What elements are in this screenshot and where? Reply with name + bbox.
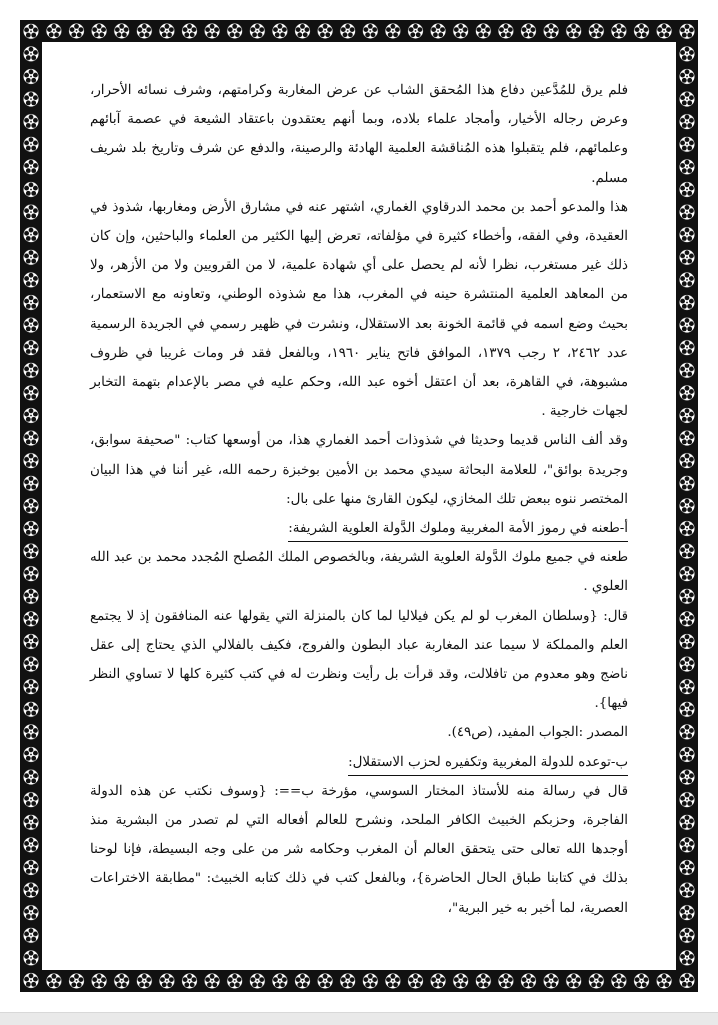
section-b-heading: ب-توعده للدولة المغربية وتكفيره لحزب الاستقلال: — [348, 751, 628, 776]
section-a-quote: قال: {وسلطان المغرب لو لم يكن فيلاليا لما كان بالمنزلة التي يقولها عنه المنافقون إذ لا يجتمع العلم والمملكة لا سيما عند المغاربة عباد البطون والفروج، فكيف بالفلالي الذي يحتاج إلى عقل ناضج وهو معدوم من تافلالت، وقد قرأت بل رأيت ونظرت له في كتب كثيرة كلها لا تساوي النظر فيها}. — [90, 608, 628, 712]
section-a-paragraph: طعنه في جميع ملوك الدَّولة العلوية الشريفة، وبالخصوص الملك المُصلح المُجدد محمد بن عبد الله العلوي . — [90, 550, 628, 595]
paragraph-intro: فلم يرق للمُدَّعين دفاع هذا المُحقق الشاب عن عرض المغاربة وكرامتهم، وشرف نسائه الأحرار، وعرض رجاله الأخيار، وأمجاد علماء بلاده، وبما أنهم يعتقدون باعتقاد الشيعة في عصمة آبائهم وعلمائهم، فلم يتقبلوا هذه المُناقشة العلمية الهادئة والرصينة، والدفع عن شرف وتاريخ بلد شريف مسلم. — [90, 83, 628, 186]
paragraph-refutations: وقد ألف الناس قديما وحديثا في شذوذات أحمد الغماري هذا، من أوسعها كتاب: "صحيفة سوابق، وجريدة بوائق"، للعلامة البحاثة سيدي محمد بن الأمين بوخبزة رحمه الله، غير أننا في هذا البيان المختصر ننوه ببعض تلك المخازي، ليكون القارئ منها على بال: — [90, 433, 628, 507]
paragraph-ghumari-bio: هذا والمدعو أحمد بن محمد الدرقاوي الغماري، اشتهر عنه في مشارق الأرض ومغاربها، شذوذ في العقيدة، وفي الفقه، وأخطاء كثيرة في مؤلفاته، تعرض إليها الكثير من العلماء والباحثين، وإن كان ذلك غير مستغرب، نظرا لأنه لم يحصل على أي شهادة علمية، لا من القرويين ولا من الأزهر، ولا من المعاهد العلمية المنتشرة حينه في المغرب، هذا مع شذوذه الوطني، وتعاونه مع الاستعمار، بحيث وضع اسمه في قائمة الخونة بعد الاستقلال، ونشرت في ظهير رسمي في الجريدة الرسمية عدد ٢٤٦٢، ٢ رجب ١٣٧٩، الموافق فاتح يناير ١٩٦٠، وبالفعل فقد فر ومات غريبا في ظروف مشبوهة، في القاهرة، بعد أن اعتقل أخوه عبد الله، وحكم عليه في مصر بالإعدام بتهمة التخابر لجهات خارجية . — [90, 199, 628, 420]
section-a-source: المصدر :الجواب المفيد، (ص٤٩). — [447, 725, 628, 741]
decorative-border-top — [20, 20, 698, 42]
decorative-border-bottom — [20, 970, 698, 992]
section-a-heading: أ-طعنه في رموز الأمة المغربية وملوك الدَّولة العلوية الشريفة: — [288, 517, 628, 542]
section-a-heading-row — [90, 514, 628, 543]
decorative-border-right — [676, 20, 698, 992]
decorative-border-left — [20, 20, 42, 992]
section-b-heading-row — [90, 748, 628, 777]
viewer-bottom-bar — [0, 1012, 718, 1025]
document-body — [90, 76, 628, 923]
section-b-paragraph: قال في رسالة منه للأستاذ المختار السوسي، مؤرخة ب==: {وسوف نكتب عن هذه الدولة الفاجرة، وحزبكم الخبيث الكافر الملحد، ونشرح للعالم أفعاله التي لم تصدر من البشرية منذ أوجدها الله تعالى حتى يتحقق العالم أن المغرب وحكامه شر من على وجه البسيطة، فإنا لوحنا بذلك في كتابنا طباق الحال الحاضرة}، وبالفعل كتب في ذلك كتابه الخبيث: "مطابقة الاختراعات العصرية، لما أخبر به خير البرية"، — [90, 783, 628, 916]
